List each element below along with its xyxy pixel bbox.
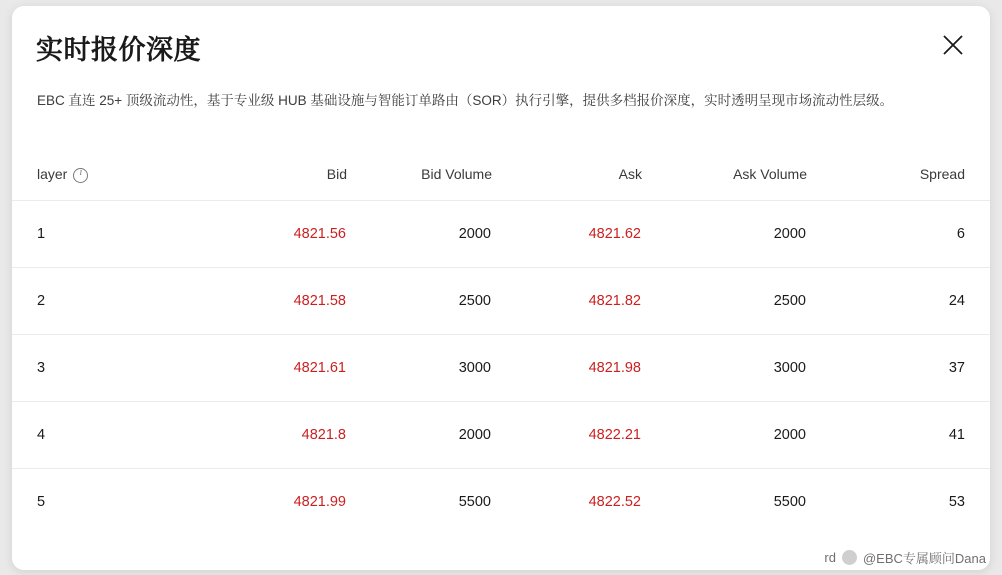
cell-ask-volume: 2500 <box>642 268 807 335</box>
table-row <box>12 268 990 335</box>
header-ask-volume: Ask Volume <box>733 166 807 182</box>
cell-ask: 4821.98 <box>492 335 642 402</box>
cell-ask-volume: 2000 <box>642 402 807 469</box>
cell-spread: 53 <box>807 469 990 536</box>
table-header-row <box>12 166 990 201</box>
cell-spread: 6 <box>807 201 990 268</box>
watermark-text: @EBC专属顾问Dana <box>862 551 986 566</box>
watermark-prefix: rd <box>824 550 836 565</box>
header-bid-volume: Bid Volume <box>421 166 492 182</box>
header-layer <box>12 166 212 201</box>
cell-spread: 41 <box>807 402 990 469</box>
watermark <box>824 548 986 567</box>
cell-layer: 2 <box>12 268 212 335</box>
cell-bid: 4821.56 <box>212 201 347 268</box>
header-bid: Bid <box>326 166 347 182</box>
close-icon[interactable] <box>938 30 968 60</box>
cell-ask: 4821.82 <box>492 268 642 335</box>
header-spread: Spread <box>919 166 965 182</box>
cell-bid-volume: 5500 <box>347 469 492 536</box>
depth-table <box>12 166 990 535</box>
cell-bid: 4821.8 <box>212 402 347 469</box>
cell-spread: 24 <box>807 268 990 335</box>
depth-table-container <box>12 166 990 535</box>
cell-bid: 4821.58 <box>212 268 347 335</box>
info-icon[interactable] <box>73 168 88 183</box>
cell-bid-volume: 2000 <box>347 201 492 268</box>
cell-layer: 5 <box>12 469 212 536</box>
table-row <box>12 335 990 402</box>
cell-ask: 4821.62 <box>492 201 642 268</box>
cell-ask: 4822.21 <box>492 402 642 469</box>
cell-bid: 4821.99 <box>212 469 347 536</box>
cell-layer: 1 <box>12 201 212 268</box>
modal-description: EBC 直连 25+ 顶级流动性，基于专业级 HUB 基础设施与智能订单路由（SOR）执行引擎，提供多档报价深度，实时透明呈现市场流动性层级。 <box>37 93 894 108</box>
cell-layer: 4 <box>12 402 212 469</box>
cell-bid-volume: 2500 <box>347 268 492 335</box>
cell-bid: 4821.61 <box>212 335 347 402</box>
header-layer-label: layer <box>37 166 68 182</box>
cell-bid-volume: 3000 <box>347 335 492 402</box>
table-row <box>12 469 990 536</box>
cell-ask-volume: 2000 <box>642 201 807 268</box>
cell-spread: 37 <box>807 335 990 402</box>
avatar <box>842 550 857 565</box>
table-row <box>12 402 990 469</box>
cell-ask-volume: 5500 <box>642 469 807 536</box>
cell-layer: 3 <box>12 335 212 402</box>
quote-depth-modal <box>12 6 990 570</box>
table-row <box>12 201 990 268</box>
cell-bid-volume: 2000 <box>347 402 492 469</box>
cell-ask: 4822.52 <box>492 469 642 536</box>
header-ask: Ask <box>618 166 642 182</box>
cell-ask-volume: 3000 <box>642 335 807 402</box>
page-title: 实时报价深度 <box>36 35 201 65</box>
